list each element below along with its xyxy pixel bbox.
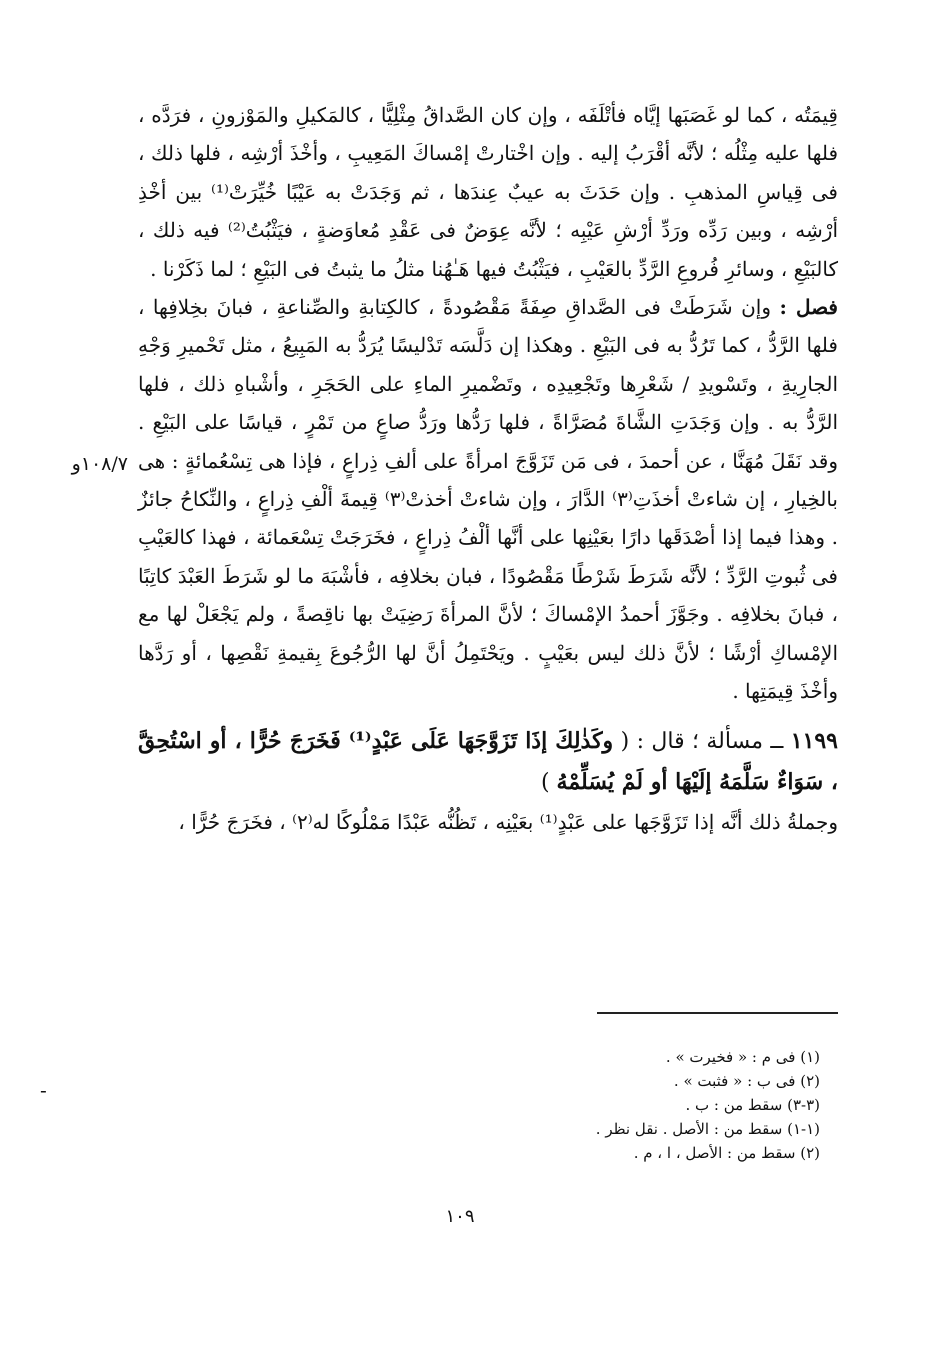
- fasl-text: وإن شَرَطَتْ فى الصَّداقِ صِفَةً مَقْصُودةً ، كالكِتابةِ والصِّناعةِ ، فبانَ بخِلافِها ، فلها الرَّدُّ ، كما تَرُدُّ به فى البَيْعِ . وهكذا إن دَلَّسَه تَدْليسًا يُرَدُّ به المَبِيعُ ، مثل تَحْميرِ وَجْهِ الجارِيةِ ، وتَسْويدِ / شَعْرِها وتَجْعِيدِه ، وتَضْميرِ الماءِ على الحَجَرِ ، وأشْباهِ ذلك ، فلها الرَّدُّ به . وإن وَجَدَتِ الشَّاةَ مُصَرَّاةً ، فلها رَدُّها ورَدُّ صاعٍ من تَمْرٍ ، قياسًا على البَيْعِ . وقد نَقَلَ مُهَنَّا ، عن أحمدَ ، فى مَن تَزَوَّجَ امرأةً على ألفِ ذِراعٍ ، فإذا هى تِسْعُمائةٍ : هى بالخِيارِ ، إن شاءتْ أخذَتِ⁽٣⁾ الدَّارَ ، وإن شاءتْ أخذتْ⁽٣⁾ قِيمةَ ألْفِ ذِراعٍ ، والنِّكاحُ جائزٌ . وهذا فيما إذا أصْدَقَها دارًا بعَيْنِها على أنَّها ألْفُ ذِراعٍ ، فخَرَجَتْ تِسْعَمائة ، فهذا كالعَيْبِ فى ثُبوتِ الرَّدِّ ؛ لأنَّه شَرَطَ شَرْطًا مَقْصُودًا ، فبان بخلافِه ، فأشْبَهَ ما لو شَرَطَ العَبْدَ كاتِبًا ، فبانَ بخلافِه . وجَوَّزَ أحمدُ الإمْساكَ ؛ لأنَّ المرأةَ رَضِيَتْ بها ناقِصةً ، ولم يَجْعَلْ لها مع الإمْساكِ أرْشًا ؛ لأنَّ ذلك ليس بعَيْبٍ . ويَحْتَمِلُ أنَّ لها الرُّجُوعَ بِقيمةِ نَقْصِها ، أو رَدَّها وأخْذَ قِيمَتِها .: [138, 295, 838, 704]
- margin-folio-note: ١٠٨/٧و: [71, 453, 128, 475]
- side-mark: -: [40, 1078, 47, 1102]
- masala-paragraph: [138, 721, 838, 803]
- main-text: [138, 96, 838, 841]
- footnotes: [420, 1045, 820, 1165]
- masala-number: ١١٩٩: [790, 727, 838, 754]
- masala-quote: وكَذٰلِكَ إذَا تَزَوَّجَهَا عَلَى عَبْدٍ⁽¹⁾ فَخَرَجَ حُرًّا ، أو اسْتُحِقَّ ، سَوَاءٌ سَلَّمَهُ إلَيْهَا أو لَمْ يُسَلِّمْهُ: [138, 727, 838, 795]
- footnote-divider: [597, 1012, 838, 1014]
- fasl-heading: فصل :: [779, 295, 838, 320]
- page-number: ١٠٩: [445, 1206, 475, 1227]
- fasl-paragraph: [138, 288, 838, 710]
- masala-close: ): [540, 769, 550, 795]
- footnote: (٢) فى ب : « فثبت » .: [673, 1072, 820, 1090]
- footnote: (٢) سقط من : الأصل ، ا ، م .: [633, 1144, 820, 1162]
- paragraph-last: وجملةُ ذلك أنَّه إذا تَزَوَّجَها على عَبْدٍ⁽¹⁾ بعَيْنِه ، تَظُنُّه عَبْدًا مَمْلُوكًا له⁽٢⁾ ، فخَرَجَ حُرًّا ،: [178, 809, 838, 834]
- footnote: (٣-٣) سقط من : ب .: [685, 1096, 820, 1114]
- footnote: (١-١) سقط من : الأصل . نقل نظر .: [595, 1120, 820, 1138]
- paragraph-1: قِيمَتُه ، كما لو غَصَبَها إيَّاه فأتْلَفَه ، وإن كان الصَّداقُ مِثْلِيًّا ، كالمَكيلِ والمَوْزونِ ، فرَدَّه ، فلها عليه مِثْلُه ؛ لأنَّه أقْرَبُ إليه . وإن اخْتارتْ إمْساكَ المَعِيبِ ، وأخْذَ أرْشِه ، فلها ذلك ، فى قِياسِ المذهبِ . وإن حَدَثَ به عيبٌ عِندَها ، ثم وَجَدَتْ به عَيْبًا خُيِّرَتْ⁽¹⁾ بين أخْذِ أرْشِه ، وبين رَدِّه ورَدِّ أرْشِ عَيْبِه ؛ لأنَّه عِوَضٌ فى عَقْدِ مُعاوَضةٍ ، فيَثْبُتُ⁽²⁾ فيه ذلك ، كالبَيْعِ ، وسائرِ فُروعِ الرَّدِّ بالعَيْبِ ، فيَثْبُتُ فيها هَـٰهُنا مثلُ ما يثبتُ فى البَيْعِ ؛ لما ذَكَرْنا .: [138, 103, 838, 281]
- masala-intro: ــ مسألة ؛ قال : (: [620, 728, 784, 754]
- footnote: (١) فى م : « فخيرت » .: [665, 1048, 820, 1066]
